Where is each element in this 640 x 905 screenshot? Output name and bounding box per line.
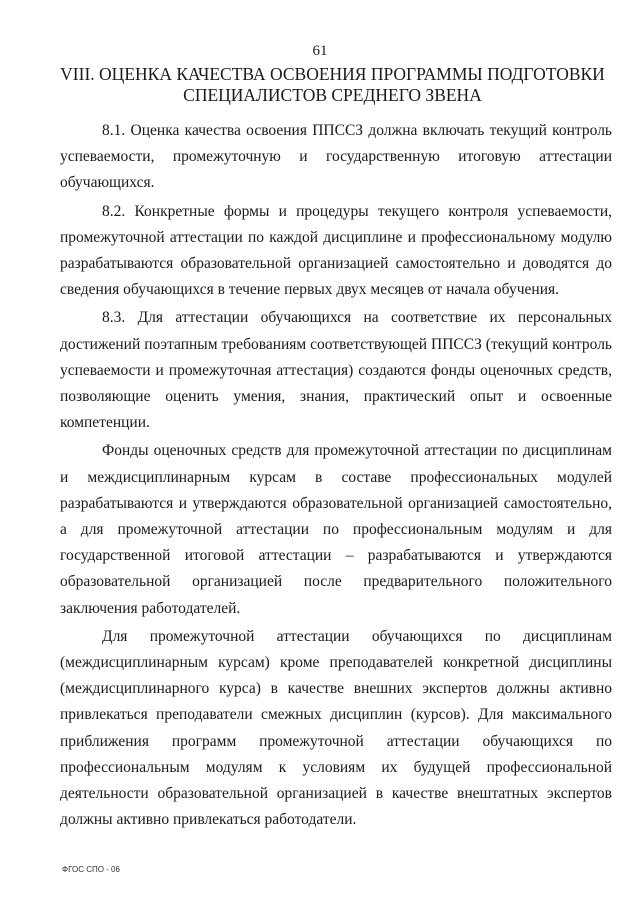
page-number: 61 (312, 43, 328, 59)
paragraph-8-1: 8.1. Оценка качества освоения ППССЗ должна включать текущий контроль успеваемости, промежуточную и государственную итоговую аттестации обучающихся. (60, 122, 612, 192)
paragraph-8-3: 8.3. Для аттестации обучающихся на соответствие их персональных достижений поэтапным требованиям соответствующей ППССЗ (текущий контроль успеваемости и промежуточная аттестация) создаются фонды оценочных средств, позволяющие оценить умения, знания, практический опыт и освоенные компетенции. (60, 309, 612, 432)
section-title-line-1: VIII. ОЦЕНКА КАЧЕСТВА ОСВОЕНИЯ ПРОГРАММЫ ПОДГОТОВКИ (60, 64, 605, 84)
section-title-line-2: СПЕЦИАЛИСТОВ СРЕДНЕГО ЗВЕНА (183, 85, 482, 105)
paragraph-external-experts: Для промежуточной аттестации обучающихся по дисциплинам (междисциплинарным курсам) кроме преподавателей конкретной дисциплины (междисциплинарного курса) в качестве внешних экспертов должны активно привлекаться преподаватели смежных дисциплин (курсов). Для максимального приближения программ промежуточной аттестации обучающихся по профессиональным модулям к условиям их будущей профессиональной деятельности образовательной организацией в качестве внештатных экспертов должны активно привлекаться работодатели. (60, 627, 612, 829)
paragraph-8-2: 8.2. Конкретные формы и процедуры текущего контроля успеваемости, промежуточной аттестации по каждой дисциплине и профессиональному модулю разрабатываются образовательной организацией самостоятельно и доводятся до сведения обучающихся в течение первых двух месяцев от начала обучения. (60, 202, 612, 299)
section-title (60, 64, 605, 106)
section-body (60, 118, 612, 833)
paragraph-assessment-funds: Фонды оценочных средств для промежуточной аттестации по дисциплинам и междисциплинарным курсам в составе профессиональных модулей разрабатываются и утверждаются образовательной организацией самостоятельно, а для промежуточной аттестации по профессиональным модулям и для государственной итоговой аттестации – разрабатываются и утверждаются образовательной организацией после предварительного положительного заключения работодателей. (60, 442, 612, 617)
footer-label: ФГОС СПО - 06 (62, 865, 120, 874)
